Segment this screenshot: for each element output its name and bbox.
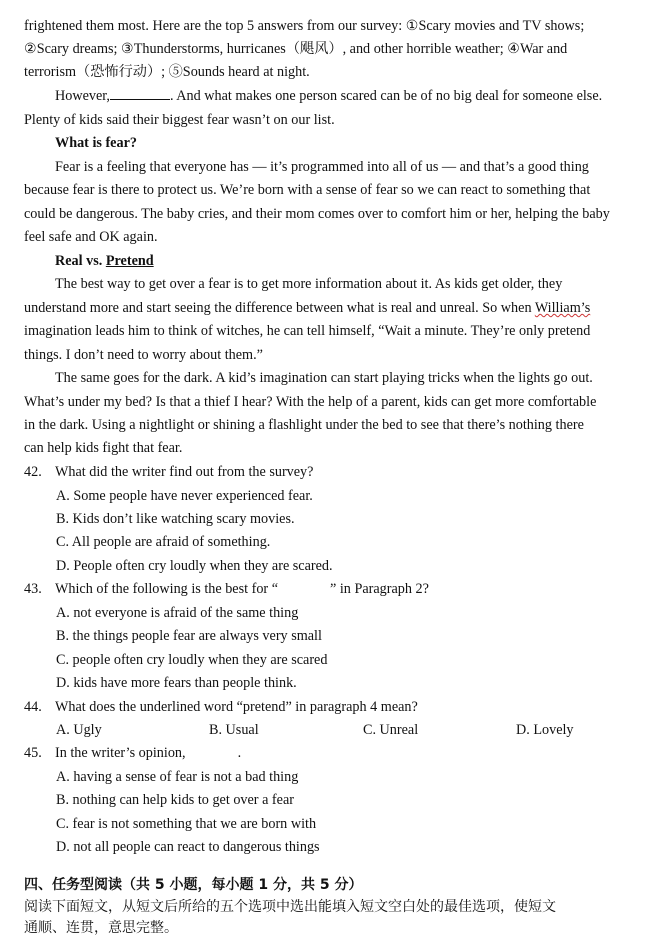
passage-line: The best way to get over a fear is to get more information about it. As kids get older, they: [55, 276, 563, 292]
option[interactable]: C. fear is not something that we are born with: [56, 816, 317, 832]
passage-line: [24, 298, 649, 318]
option[interactable]: A. Some people have never experienced fear.: [56, 488, 313, 504]
text-run: . And what makes one person scared can be of no big deal for someone else.: [169, 88, 603, 104]
option[interactable]: A. having a sense of fear is not a bad thing: [56, 769, 299, 785]
passage-line: terrorism（恐怖行动）; ⑤Sounds heard at night.: [24, 64, 310, 80]
passage-line: What’s under my bed? Is that a thief I hear? With the help of a parent, kids can get more comfortable: [24, 394, 597, 410]
passage-line: frightened them most. Here are the top 5 answers from our survey: ①Scary movies and TV shows;: [24, 18, 585, 34]
text-run: Real vs.: [55, 253, 106, 269]
passage-line: can help kids fight that fear.: [24, 440, 183, 456]
passage-line: Fear is a feeling that everyone has — it’s programmed into all of us — and that’s a good thing: [55, 159, 589, 175]
underlined-word: Pretend: [105, 253, 154, 269]
option[interactable]: A. Ugly: [56, 722, 102, 738]
question-number: 43.: [24, 581, 42, 597]
text-run: Which of the following is the best for “: [55, 581, 279, 597]
text-run: .: [237, 745, 242, 761]
option[interactable]: C. people often cry loudly when they are scared: [56, 652, 328, 668]
option[interactable]: D. kids have more fears than people think.: [56, 675, 297, 691]
option[interactable]: D. not all people can react to dangerous things: [56, 839, 320, 855]
option[interactable]: B. the things people fear are always very small: [56, 628, 322, 644]
question-number: 45.: [24, 745, 42, 761]
passage-line: imagination leads him to think of witches, he can tell himself, “Wait a minute. They’re only pretend: [24, 323, 591, 339]
passage-line: things. I don’t need to worry about them.”: [24, 347, 263, 363]
question-text: [55, 743, 241, 763]
text-run: In the writer’s opinion,: [55, 745, 186, 761]
section-instructions: 阅读下面短文，从短文后所给的五个选项中选出能填入短文空白处的最佳选项，使短文: [24, 899, 556, 915]
section-title: 四、任务型阅读（共 5 小题，每小题 1 分，共 5 分）: [24, 877, 363, 893]
heading-real-vs-pretend: [55, 251, 649, 271]
passage-line: feel safe and OK again.: [24, 229, 158, 245]
question-number: 42.: [24, 464, 42, 480]
passage-line: because fear is there to protect us. We’re born with a sense of fear so we can react to something that: [24, 182, 591, 198]
option[interactable]: B. Usual: [209, 722, 259, 738]
section-instructions: 通顺、连贯，意思完整。: [24, 920, 178, 936]
question-text: [55, 579, 429, 599]
option[interactable]: D. People often cry loudly when they are scared.: [56, 558, 333, 574]
question-text: What did the writer find out from the survey?: [55, 464, 314, 480]
question-number: 44.: [24, 699, 42, 715]
option[interactable]: D. Lovely: [516, 722, 574, 738]
option[interactable]: B. nothing can help kids to get over a fear: [56, 792, 294, 808]
answer-blank: [110, 87, 170, 100]
text-run: understand more and start seeing the difference between what is real and unreal. So when: [24, 300, 535, 316]
passage-line: ②Scary dreams; ③Thunderstorms, hurricanes（飓风）, and other horrible weather; ④War and: [24, 41, 568, 57]
passage-line: could be dangerous. The baby cries, and their mom comes over to comfort him or her, helping the baby: [24, 206, 610, 222]
passage-line: Plenty of kids said their biggest fear wasn’t on our list.: [24, 112, 335, 128]
passage-line: [55, 86, 649, 106]
option[interactable]: C. All people are afraid of something.: [56, 534, 271, 550]
spellcheck-word: William’s: [534, 300, 591, 316]
option[interactable]: A. not everyone is afraid of the same thing: [56, 605, 299, 621]
question-text: What does the underlined word “pretend” in paragraph 4 mean?: [55, 699, 418, 715]
text-run: However,: [55, 88, 110, 104]
text-run: ” in Paragraph 2?: [330, 581, 429, 597]
passage-line: in the dark. Using a nightlight or shining a flashlight under the bed to see that there’s nothing there: [24, 417, 584, 433]
option[interactable]: B. Kids don’t like watching scary movies.: [56, 511, 295, 527]
passage-line: The same goes for the dark. A kid’s imagination can start playing tricks when the lights go out.: [55, 370, 593, 386]
option[interactable]: C. Unreal: [363, 722, 419, 738]
heading-what-is-fear: What is fear?: [55, 135, 137, 151]
